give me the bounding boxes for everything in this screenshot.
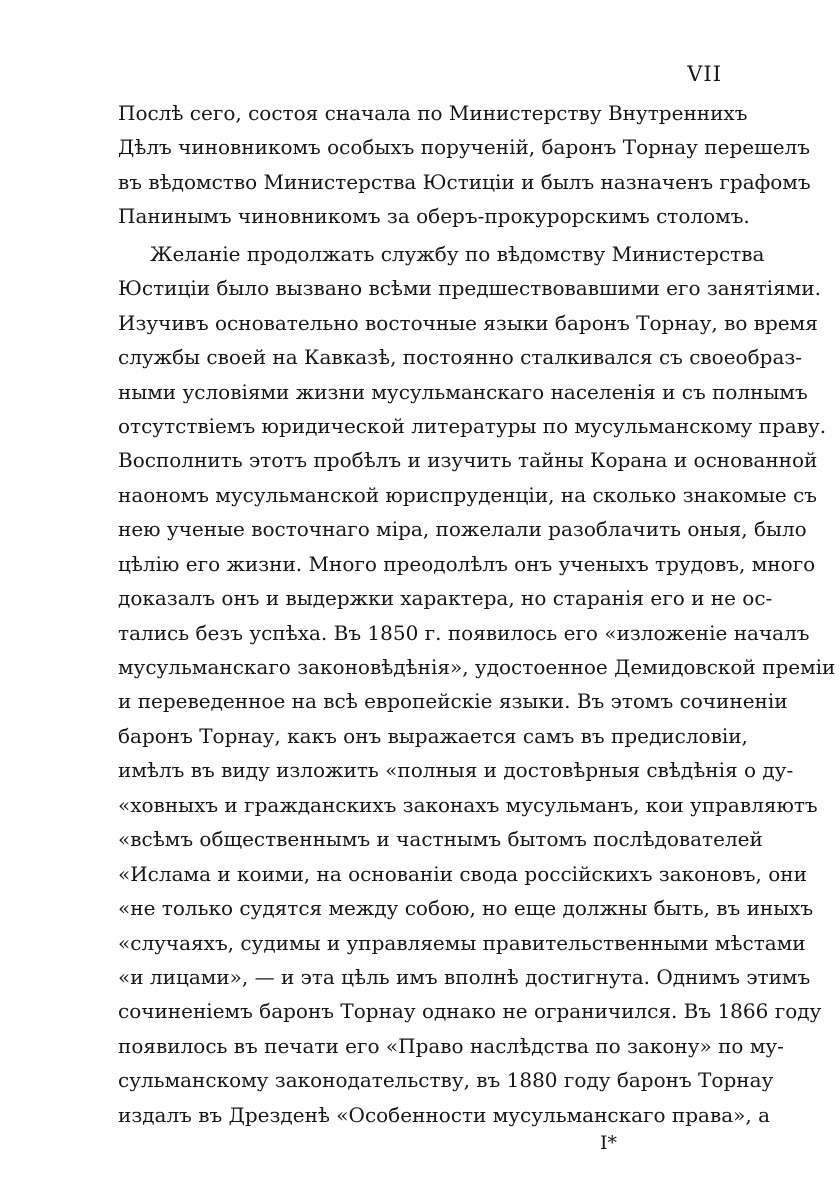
text-line: отсутствіемъ юридической литературы по мусульманскому праву.: [118, 413, 827, 438]
text-line: сочиненіемъ баронъ Торнау однако не ограничился. Въ 1866 году: [118, 999, 822, 1024]
text-line: доказалъ онъ и выдержки характера, но старанія его и не ос-: [118, 586, 773, 611]
text-line: Панинымъ чиновникомъ за оберъ-прокурорскимъ столомъ.: [118, 204, 750, 229]
text-line: появилось въ печати его «Право наслѣдства по закону» по му-: [118, 1033, 784, 1058]
text-line: Послѣ сего, состоя сначала по Министерству Внутреннихъ: [118, 101, 748, 125]
text-line: издалъ въ Дрезденѣ «Особенности мусульманскаго права», а: [118, 1102, 771, 1127]
text-line: «случаяхъ, судимы и управляемы правительственными мѣстами: [118, 930, 806, 955]
text-line: имѣлъ въ виду изложить «полныя и достовѣрныя свѣдѣнія о ду-: [118, 758, 794, 783]
text-line: службы своей на Кавказѣ, постоянно сталкивался съ своеобраз-: [118, 345, 803, 370]
text-line: «ховныхъ и гражданскихъ законахъ мусульманъ, кои управляютъ: [118, 792, 818, 817]
text-line: «всѣмъ общественнымъ и частнымъ бытомъ послѣдователей: [118, 827, 763, 852]
text-line: баронъ Торнау, какъ онъ выражается самъ въ предисловіи,: [118, 723, 748, 748]
text-line: цѣлію его жизни. Много преодолѣлъ онъ ученыхъ трудовъ, много: [118, 551, 816, 576]
body-text: [118, 96, 836, 1132]
text-line: «Ислама и коими, на основаніи свода россійскихъ законовъ, они: [118, 861, 807, 886]
text-line: Восполнить этотъ пробѣлъ и изучить тайны Корана и основанной: [118, 448, 818, 473]
signature-mark: I*: [600, 1132, 618, 1154]
text-line: Изучивъ основательно восточные языки баронъ Торнау, во время: [118, 310, 818, 335]
page-number: VII: [687, 62, 722, 86]
text-line: Желаніе продолжать службу по вѣдомству Министерства: [150, 241, 765, 266]
text-line: мусульманскаго законовѣдѣнія», удостоенное Демидовской преміи: [118, 655, 836, 679]
text-line: въ вѣдомство Министерства Юстиціи и былъ назначенъ графомъ: [118, 169, 811, 194]
text-line: нею ученые восточнаго міра, пожелали разоблачить оныя, было: [118, 517, 807, 542]
text-line: и переведенное на всѣ европейскіе языки. Въ этомъ сочиненіи: [118, 689, 788, 714]
text-line: ными условіями жизни мусульманскаго населенія и съ полнымъ: [118, 379, 808, 404]
text-line: Дѣлъ чиновникомъ особыхъ порученій, баронъ Торнау перешелъ: [118, 135, 810, 160]
text-line: сульманскому законодательству, въ 1880 году баронъ Торнау: [118, 1068, 774, 1093]
text-line: «не только судятся между собою, но еще должны быть, въ иныхъ: [118, 896, 814, 921]
text-line: наономъ мусульманской юриспруденціи, на сколько знакомые съ: [118, 482, 818, 507]
text-line: тались безъ успѣха. Въ 1850 г. появилось его «изложеніе началъ: [118, 620, 810, 645]
text-line: «и лицами», — и эта цѣль имъ вполнѣ достигнута. Однимъ этимъ: [118, 964, 811, 989]
text-line: Юстиціи было вызвано всѣми предшествовавшими его занятіями.: [118, 276, 821, 301]
